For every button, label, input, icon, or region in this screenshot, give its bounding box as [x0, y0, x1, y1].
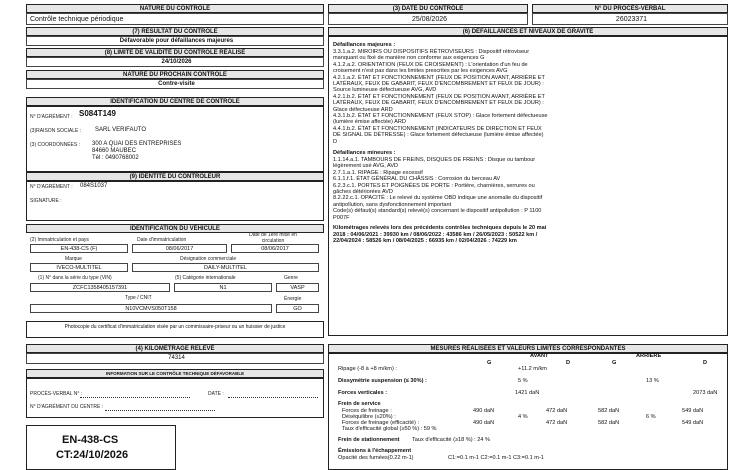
sticker: [26, 425, 176, 470]
info-defavorable-header: INFORMATION SUR LE CONTRÔLE TECHNIQUE DÉFAVORABLE: [26, 369, 324, 378]
mineure-line: Code(s) défaut(s) standard(s) relevé(s) concernant le dispositif antipollution : P 1100: [333, 208, 542, 215]
nature-controle-header: NATURE DU CONTRÔLE: [26, 4, 324, 13]
col-avant: AVANT: [530, 353, 549, 359]
date-controle-value: 25/08/2026: [328, 13, 528, 25]
centre-coord-line1: 300 A QUAI DES ENTREPRISES: [92, 141, 182, 147]
designation-label: Désignation commerciale: [180, 256, 237, 262]
centre-agrement-label: N° D'AGRÉMENT :: [30, 114, 73, 120]
info-defavorable-box: [26, 378, 324, 418]
marque-label: Marque: [65, 256, 82, 262]
vin-label: (1) N° dans la série du type (VIN): [38, 275, 112, 281]
resultat-header: (7) RÉSULTAT DU CONTRÔLE: [26, 27, 324, 36]
controleur-agrement-value: 084S1037: [80, 183, 108, 189]
centre-coord-label: (3) COORDONNÉES :: [30, 142, 81, 148]
majeure-line: manquant ou fixé de manière non conforme aux exigences G: [333, 55, 485, 62]
majeure-line: DE SIGNAL DE DÉTRESSE) : Glace fortement défectueuse (lumière émise affectée): [333, 132, 544, 139]
pv-label: PROCÈS-VERBAL N° :: [30, 391, 83, 397]
majeure-line: 4.4.1.b.2. ÉTAT ET FONCTIONNEMENT (INDICATEURS DE DIRECTION ET FEUX: [333, 125, 542, 132]
frein-title: Frein de service: [338, 401, 381, 407]
energie-value: GO: [276, 304, 319, 313]
prochain-controle-value: Contre-visite: [26, 79, 324, 89]
mineure-line: gâches détériorées AVD: [333, 189, 393, 196]
col-arriere-d: D: [703, 360, 708, 366]
date-label: DATE :: [208, 391, 224, 397]
validite-header: (8) LIMITE DE VALIDITÉ DU CONTRÔLE RÉALISÉ: [26, 48, 324, 57]
col-avant-d: D: [566, 360, 571, 366]
forces-label: Forces verticales :: [338, 390, 388, 396]
mineure-line: légèrement usé AVG, AVD: [333, 163, 399, 170]
majeure-line: LATÉRAUX, FEUX DE GABARIT, FEUX D'ENCOMBREMENT ET FEUX DE JOUR) :: [333, 81, 544, 88]
deseq-arriere: 6 %: [646, 414, 656, 420]
marque-value: IVECO-MULTITEL: [30, 263, 128, 272]
opacite-label: Opacité des fumées(0.22 m-1): [338, 455, 414, 461]
majeure-line: croisement n'est pas dans les limites prescrites par les exigences AVG: [333, 68, 508, 75]
col-arriere-g: G: [612, 360, 617, 366]
stationnement-value: Taux d'efficacité (≥18 %) : 24 %: [412, 437, 491, 443]
majeure-line: 4.1.2.a.2. ORIENTATION (FEUX DE CROISEMENT) : L'orientation d'un feu de: [333, 61, 528, 68]
taux-label: Taux d'efficacité global (≥50 %) : 59 %: [342, 426, 437, 432]
majeure-line: 4.3.1.b.2. ÉTAT ET FONCTIONNEMENT (FEUX STOP) : Glace fortement défectueuse: [333, 113, 548, 120]
efficace-arg: 582 daN: [598, 420, 620, 426]
prochain-controle-header: NATURE DU PROCHAIN CONTRÔLE: [26, 70, 324, 79]
majeure-line: 3.3.1.a.2. MIROIRS OU DISPOSITIFS RÉTROVISEURS : Dispositif rétroviseur: [333, 49, 530, 55]
centre-coord-line3: Tél : 0490768002: [92, 155, 139, 161]
majeure-line: 4.2.1.a.2. ÉTAT ET FONCTIONNEMENT (FEUX DE POSITION AVANT, ARRIÈRE ET: [333, 74, 545, 81]
date-dotline: [228, 396, 318, 398]
majeure-line: Glace défectueuse ARD: [333, 106, 393, 113]
ripage-value: +11.2 m/km: [518, 366, 547, 372]
efficace-avg: 490 daN: [473, 420, 495, 426]
date-immat-value: 08/06/2017: [132, 244, 227, 253]
date-controle-header: (3) DATE DU CONTRÔLE: [328, 4, 528, 13]
forces-avant: 1421 daN: [515, 390, 540, 396]
forces-arriere: 2073 daN: [693, 390, 718, 396]
km-title: Kilométrages relevés lors des précédents contrôles techniques depuis le 20 mai: [333, 225, 547, 231]
pv-number-header: N° DU PROCÈS-VERBAL: [532, 4, 728, 13]
nature-controle-value: Contrôle technique périodique: [26, 13, 324, 25]
majeure-line: D: [333, 138, 338, 145]
agrement-dotline: [105, 409, 215, 411]
centre-agrement-value: S084T149: [79, 109, 116, 118]
majeures-title: Défaillances majeures :: [333, 42, 396, 48]
defaillances-header: (6) DÉFAILLANCES ET NIVEAUX DE GRAVITÉ: [328, 27, 728, 36]
majeure-line: (lumière émise affectée) ARD: [333, 119, 406, 126]
deseq-label: Déséquilibre (≤20%) :: [342, 414, 396, 420]
resultat-value: Défavorable pour défaillances majeures: [26, 36, 324, 46]
date-first-value: 08/06/2017: [231, 244, 319, 253]
centre-raison-value: SARL VERIFAUTO: [95, 127, 147, 133]
signature-label: SIGNATURE :: [30, 198, 62, 204]
genre-label: Genre: [284, 275, 298, 281]
date-first-label: Date de 1ère mise en circulation: [249, 232, 297, 244]
km-line: 2018 : 04/06/2021 : 39930 km / 08/06/2022 : 43586 km / 26/05/2023 : 50522 km /: [333, 232, 538, 238]
sticker-line1: EN-438-CS: [62, 434, 119, 446]
validite-value: 24/10/2026: [26, 57, 324, 67]
km-list: [333, 232, 723, 245]
pv-dotline: [80, 396, 190, 398]
photocopie-note-text: Photocopie du certificat d'immatriculation visée par un commissaire-priseur ou un huissier de justice: [64, 324, 286, 330]
mineure-line: 6.1.1.f.1. ÉTAT GÉNÉRAL DU CHÂSSIS : Corrosion du berceau AV: [333, 176, 501, 183]
mineure-line: 8.2.22.c.1. OPACITÉ : Le relevé du système OBD indique une anomalie du dispositif: [333, 195, 543, 202]
mineure-line: 6.2.3.c.1. PORTES ET POIGNÉES DE PORTE : Portière, charnières, serrures ou: [333, 182, 535, 189]
km-line: 22/04/2024 : 58526 km / 08/04/2025 : 66935 km / 02/04/2026 : 74229 km: [333, 238, 517, 245]
type-value: N10VCMVS050T158: [30, 304, 272, 313]
frein-force-avd: 472 daN: [546, 408, 568, 414]
majeure-line: LATÉRAUX, FEUX DE GABARIT, FEUX D'ENCOMBREMENT ET FEUX DE JOUR) :: [333, 100, 544, 107]
deseq-avant: 4 %: [518, 414, 528, 420]
categorie-label: (5) Catégorie internationale: [175, 275, 236, 281]
centre-header: IDENTIFICATION DU CENTRE DE CONTRÔLE: [26, 97, 324, 106]
vehicule-header: IDENTIFICATION DU VÉHICULE: [26, 224, 324, 233]
opacite-values: C1:=0.1 m-1 C2:=0.1 m-1 C3:=0.1 m-1: [448, 455, 544, 461]
centre-raison-label: (3)RAISON SOCIALE :: [30, 128, 82, 134]
designation-value: DAILY-MULTITEL: [132, 263, 319, 272]
controleur-header: (9) IDENTITÉ DU CONTRÔLEUR: [26, 172, 324, 181]
frein-force-avg: 490 daN: [473, 408, 495, 414]
col-avant-g: G: [487, 360, 492, 366]
energie-label: Énergie: [284, 296, 302, 302]
frein-force-arg: 582 daN: [598, 408, 620, 414]
date-immat-label: Date d'immatriculation: [137, 237, 187, 243]
dissym-label: Dissymétrie suspension (≤ 30%) :: [338, 378, 427, 384]
majeure-line: Source lumineuse défectueuse AVG, AVD: [333, 87, 437, 94]
genre-value: VASP: [276, 283, 319, 292]
sticker-line2: CT:24/10/2026: [56, 449, 129, 461]
ripage-label: Ripage (-8 à +8 m/km) :: [338, 366, 397, 372]
majeure-line: 4.2.1.b.2. ÉTAT ET FONCTIONNEMENT (FEUX DE POSITION AVANT, ARRIÈRE ET: [333, 93, 545, 100]
efficace-ard: 549 daN: [682, 420, 704, 426]
pv-number-value: 26023371: [532, 13, 728, 25]
majeures-list: [333, 49, 723, 145]
mineures-title: Défaillances mineures :: [333, 150, 396, 156]
frein-forces-label: Forces de freinage :: [342, 408, 392, 414]
agrement-centre-label: N° D'AGRÉMENT DU CENTRE :: [30, 404, 104, 410]
controleur-agrement-label: N° D'AGRÉMENT :: [30, 184, 73, 190]
efficace-avd: 472 daN: [546, 420, 568, 426]
immat-label: (2) Immatriculation et pays: [30, 237, 89, 243]
mineure-line: 1.1.14.a.1. TAMBOURS DE FREINS, DISQUES DE FREINS : Disque ou tambour: [333, 157, 536, 163]
kilometrage-header: (4) KILOMÉTRAGE RELEVÉ: [26, 344, 324, 353]
type-label: Type / CNIT: [125, 295, 152, 301]
frein-force-ard: 549 daN: [682, 408, 704, 414]
mineure-line: P007F: [333, 214, 350, 221]
categorie-value: N1: [174, 283, 272, 292]
mineure-line: antipollution, sans dysfonctionnement important: [333, 201, 452, 208]
vin-value: ZCFC1358405157391: [30, 283, 170, 292]
stationnement-label: Frein de stationnement: [338, 437, 400, 443]
col-arriere: ARRIÈRE: [636, 353, 662, 359]
mesures-header: MESURES RÉALISÉES ET VALEURS LIMITES CORRESPONDANTES: [328, 344, 728, 353]
centre-coord-line2: 84660 MAUBEC: [92, 148, 137, 154]
kilometrage-value: 74314: [26, 353, 324, 364]
emissions-title: Émissions à l'échappement: [338, 448, 412, 454]
immat-value: EN-438-CS (F): [30, 244, 128, 253]
efficace-label: Forces de freinage (efficacité) :: [342, 420, 420, 426]
dissym-avant: 5 %: [518, 378, 528, 384]
dissym-arriere: 13 %: [646, 378, 659, 384]
mineure-line: 2.7.1.a.1. RIPAGE : Ripage excessif: [333, 169, 423, 176]
mineures-list: [333, 157, 723, 221]
